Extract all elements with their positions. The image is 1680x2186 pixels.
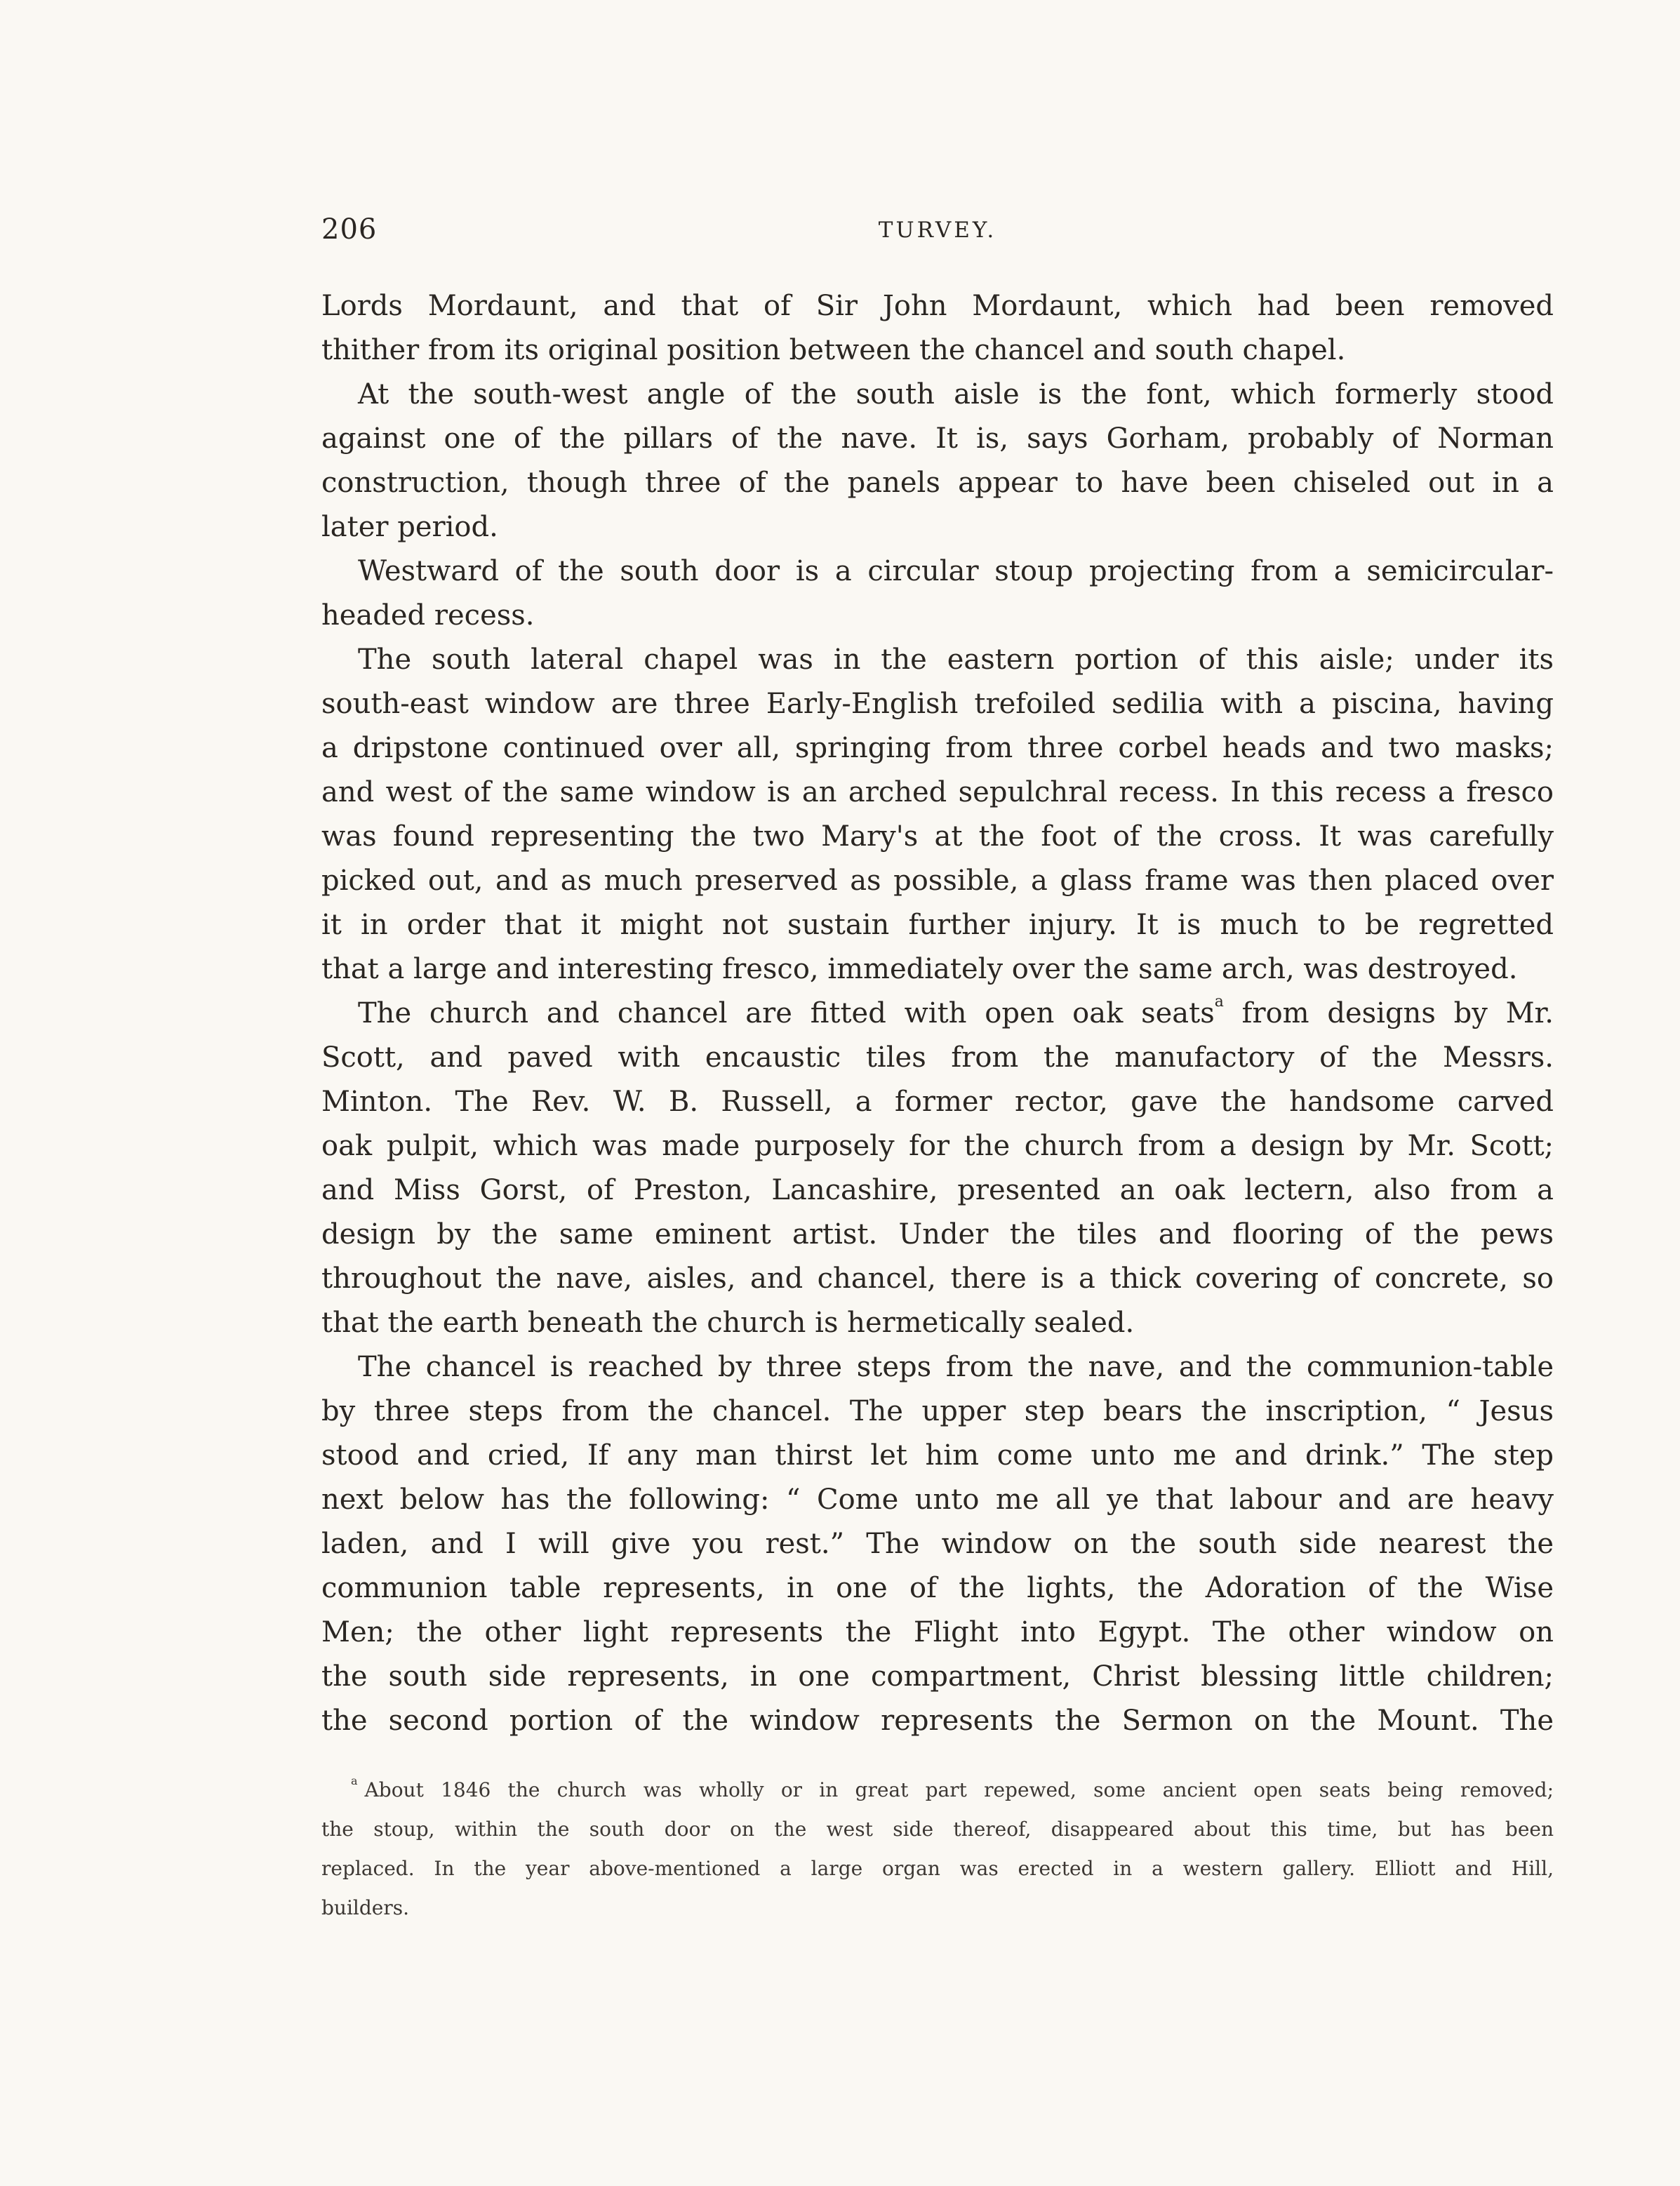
text-line: stood and cried, If any man thirst let him come unto me and drink.” The step — [321, 1439, 1554, 1472]
footnote-text: About 1846 the church was wholly or in great part repewed, some ancient open seats being removed; — [364, 1778, 1554, 1801]
text-line: was found representing the two Mary's at the foot of the cross. It was carefully — [321, 820, 1554, 853]
text-line: the south side represents, in one compartment, Christ blessing little children; — [321, 1660, 1554, 1693]
text-line: The chancel is reached by three steps from the nave, and the communion-table — [358, 1351, 1554, 1383]
text-line: it in order that it might not sustain further injury. It is much to be regretted — [321, 909, 1554, 941]
footnote-line: builders. — [321, 1896, 410, 1919]
text-line: laden, and I will give you rest.” The window on the south side nearest the — [321, 1528, 1554, 1560]
text-line: and west of the same window is an arched sepulchral recess. In this recess a fresco — [321, 776, 1554, 808]
text-line: construction, though three of the panels appear to have been chiseled out in a — [321, 467, 1554, 499]
text-line: south-east window are three Early-English trefoiled sedilia with a piscina, having — [321, 688, 1554, 720]
text-line: Scott, and paved with encaustic tiles from the manufactory of the Messrs. — [321, 1041, 1554, 1074]
body-text — [321, 284, 1554, 1743]
footnote-reference: a — [1214, 993, 1224, 1011]
footnotes — [321, 1771, 1554, 1928]
text-line: design by the same eminent artist. Under the tiles and flooring of the pews — [321, 1218, 1554, 1251]
text-line: throughout the nave, aisles, and chancel, there is a thick covering of concrete, so — [321, 1262, 1554, 1295]
text-line: At the south-west angle of the south aisle is the font, which formerly stood — [358, 378, 1554, 411]
text-line-with-footnote-ref — [321, 992, 1554, 1036]
text-line: Lords Mordaunt, and that of Sir John Mordaunt, which had been removed — [321, 290, 1554, 322]
text-line: communion table represents, in one of the lights, the Adoration of the Wise — [321, 1572, 1554, 1604]
text-fragment: from designs by Mr. — [1223, 997, 1554, 1029]
text-line: Westward of the south door is a circular stoup projecting from a semicircular- — [358, 555, 1554, 587]
text-line: and Miss Gorst, of Preston, Lancashire, presented an oak lectern, also from a — [321, 1174, 1554, 1206]
running-title: TURVEY. — [878, 218, 997, 243]
text-fragment: The church and chancel are fitted with open oak seats — [358, 997, 1215, 1029]
text-line: Men; the other light represents the Flight into Egypt. The other window on — [321, 1616, 1554, 1648]
text-line: by three steps from the chancel. The upper step bears the inscription, “ Jesus — [321, 1395, 1554, 1427]
page-header — [321, 212, 1554, 247]
text-line: that a large and interesting fresco, immediately over the same arch, was destroyed. — [321, 953, 1518, 985]
text-line: oak pulpit, which was made purposely for the church from a design by Mr. Scott; — [321, 1130, 1554, 1162]
text-line: The south lateral chapel was in the eastern portion of this aisle; under its — [358, 644, 1554, 676]
footnote-line — [321, 1771, 1554, 1810]
text-line: later period. — [321, 511, 498, 543]
text-line: the second portion of the window represents the Sermon on the Mount. The — [321, 1705, 1554, 1737]
footnote-line: replaced. In the year above-mentioned a large organ was erected in a western gallery. Elliott and Hill, — [321, 1857, 1554, 1880]
text-line: headed recess. — [321, 599, 535, 632]
text-line: next below has the following: “ Come unto me all ye that labour and are heavy — [321, 1484, 1554, 1516]
text-line: Minton. The Rev. W. B. Russell, a former rector, gave the handsome carved — [321, 1086, 1554, 1118]
page-number: 206 — [321, 213, 378, 246]
footnote-mark: a — [351, 1774, 358, 1787]
text-line: against one of the pillars of the nave. It is, says Gorham, probably of Norman — [321, 422, 1554, 455]
text-line: a dripstone continued over all, springing from three corbel heads and two masks; — [321, 732, 1554, 764]
text-line: thither from its original position between the chancel and south chapel. — [321, 334, 1346, 366]
footnote-line: the stoup, within the south door on the west side thereof, disappeared about this time, but has been — [321, 1818, 1554, 1841]
text-line: that the earth beneath the church is hermetically sealed. — [321, 1307, 1135, 1339]
text-line: picked out, and as much preserved as possible, a glass frame was then placed over — [321, 865, 1554, 897]
